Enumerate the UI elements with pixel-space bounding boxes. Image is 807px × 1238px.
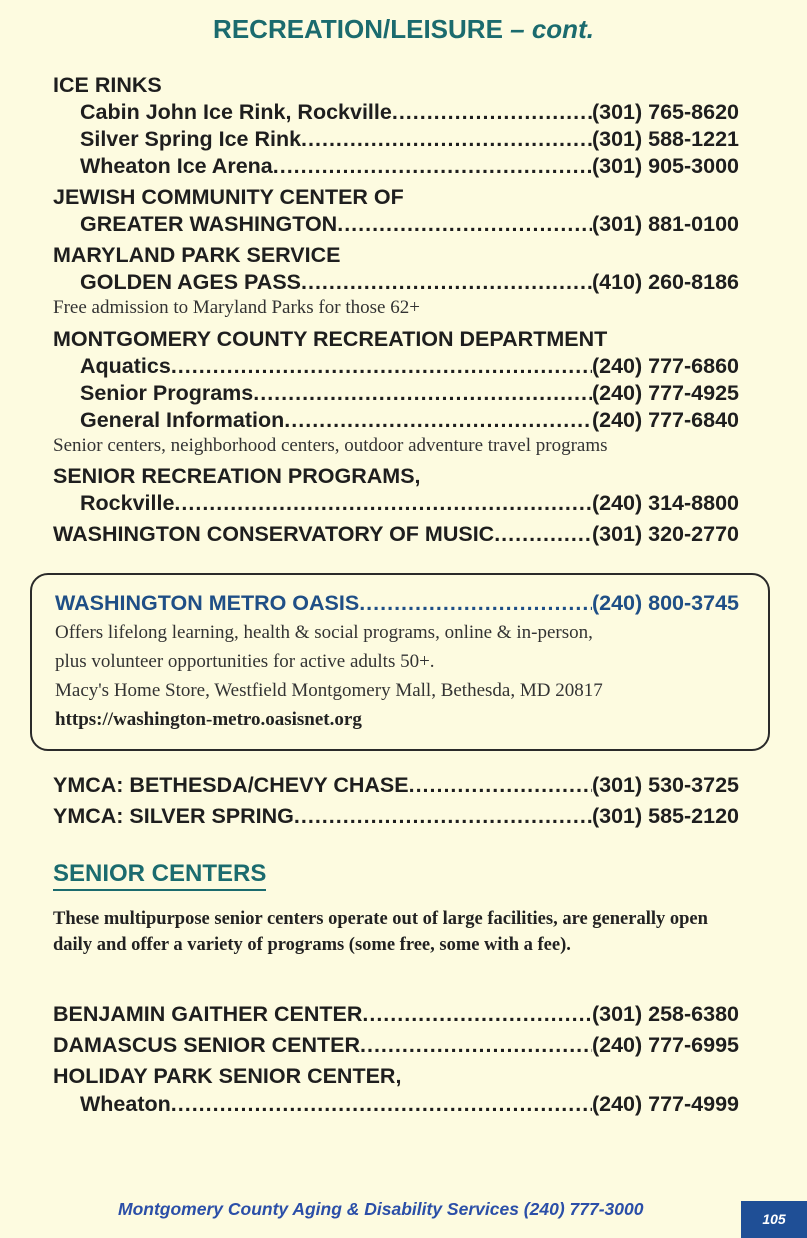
listing-row: Wheaton Ice Arena ..... (301) 905-3000	[80, 154, 739, 179]
oasis-url: https://washington-metro.oasisnet.org	[55, 709, 362, 730]
footer-text: Montgomery County Aging & Disability Services (240) 777-3000	[118, 1199, 644, 1219]
holiday-heading: HOLIDAY PARK SENIOR CENTER,	[53, 1064, 402, 1088]
oasis-description: Offers lifelong learning, health & social programs, online & in-person,	[55, 622, 593, 643]
listing-row: BENJAMIN GAITHER CENTER ..... (301) 258-6380	[53, 1002, 739, 1027]
listing-row: Silver Spring Ice Rink ..... (301) 588-1221	[80, 127, 739, 152]
section-intro: These multipurpose senior centers operate out of large facilities, are generally open daily and offer a variety of programs (some free, some with a fee).	[53, 909, 708, 955]
mps-heading: MARYLAND PARK SERVICE	[53, 243, 341, 267]
oasis-listing: WASHINGTON METRO OASIS ..... (240) 800-3745	[55, 591, 739, 616]
listing-row: Rockville ..... (240) 314-8800	[80, 491, 739, 516]
listing-row: DAMASCUS SENIOR CENTER ..... (240) 777-6995	[53, 1033, 739, 1058]
listing-row: General Information ..... (240) 777-6840	[80, 408, 739, 433]
jcc-heading: JEWISH COMMUNITY CENTER OF	[53, 185, 404, 209]
listing-row: Cabin John Ice Rink, Rockville ..... (301) 765-8620	[80, 100, 739, 125]
section-heading: SENIOR CENTERS	[53, 860, 266, 891]
listing-row: Wheaton ..... (240) 777-4999	[80, 1092, 739, 1117]
listing-row: GREATER WASHINGTON ..... (301) 881-0100	[80, 212, 739, 237]
srp-heading: SENIOR RECREATION PROGRAMS,	[53, 464, 421, 488]
listing-row: YMCA: SILVER SPRING ..... (301) 585-2120	[53, 804, 739, 829]
listing-row: WASHINGTON CONSERVATORY OF MUSIC ..... (301) 320-2770	[53, 522, 739, 547]
ice-rinks-heading: ICE RINKS	[53, 73, 162, 97]
page-number: 105	[741, 1201, 807, 1238]
listing-row: GOLDEN AGES PASS ..... (410) 260-8186	[80, 270, 739, 295]
listing-row: YMCA: BETHESDA/CHEVY CHASE ..... (301) 530-3725	[53, 773, 739, 798]
mps-note: Free admission to Maryland Parks for those 62+	[53, 297, 420, 318]
page-title: RECREATION/LEISURE – cont.	[213, 14, 594, 44]
mcrd-note: Senior centers, neighborhood centers, outdoor adventure travel programs	[53, 435, 608, 456]
listing-row: Aquatics ..... (240) 777-6860	[80, 354, 739, 379]
oasis-address: Macy's Home Store, Westfield Montgomery Mall, Bethesda, MD 20817	[55, 680, 603, 701]
oasis-description: plus volunteer opportunities for active adults 50+.	[55, 651, 435, 672]
listing-row: Senior Programs ..... (240) 777-4925	[80, 381, 739, 406]
mcrd-heading: MONTGOMERY COUNTY RECREATION DEPARTMENT	[53, 327, 608, 351]
